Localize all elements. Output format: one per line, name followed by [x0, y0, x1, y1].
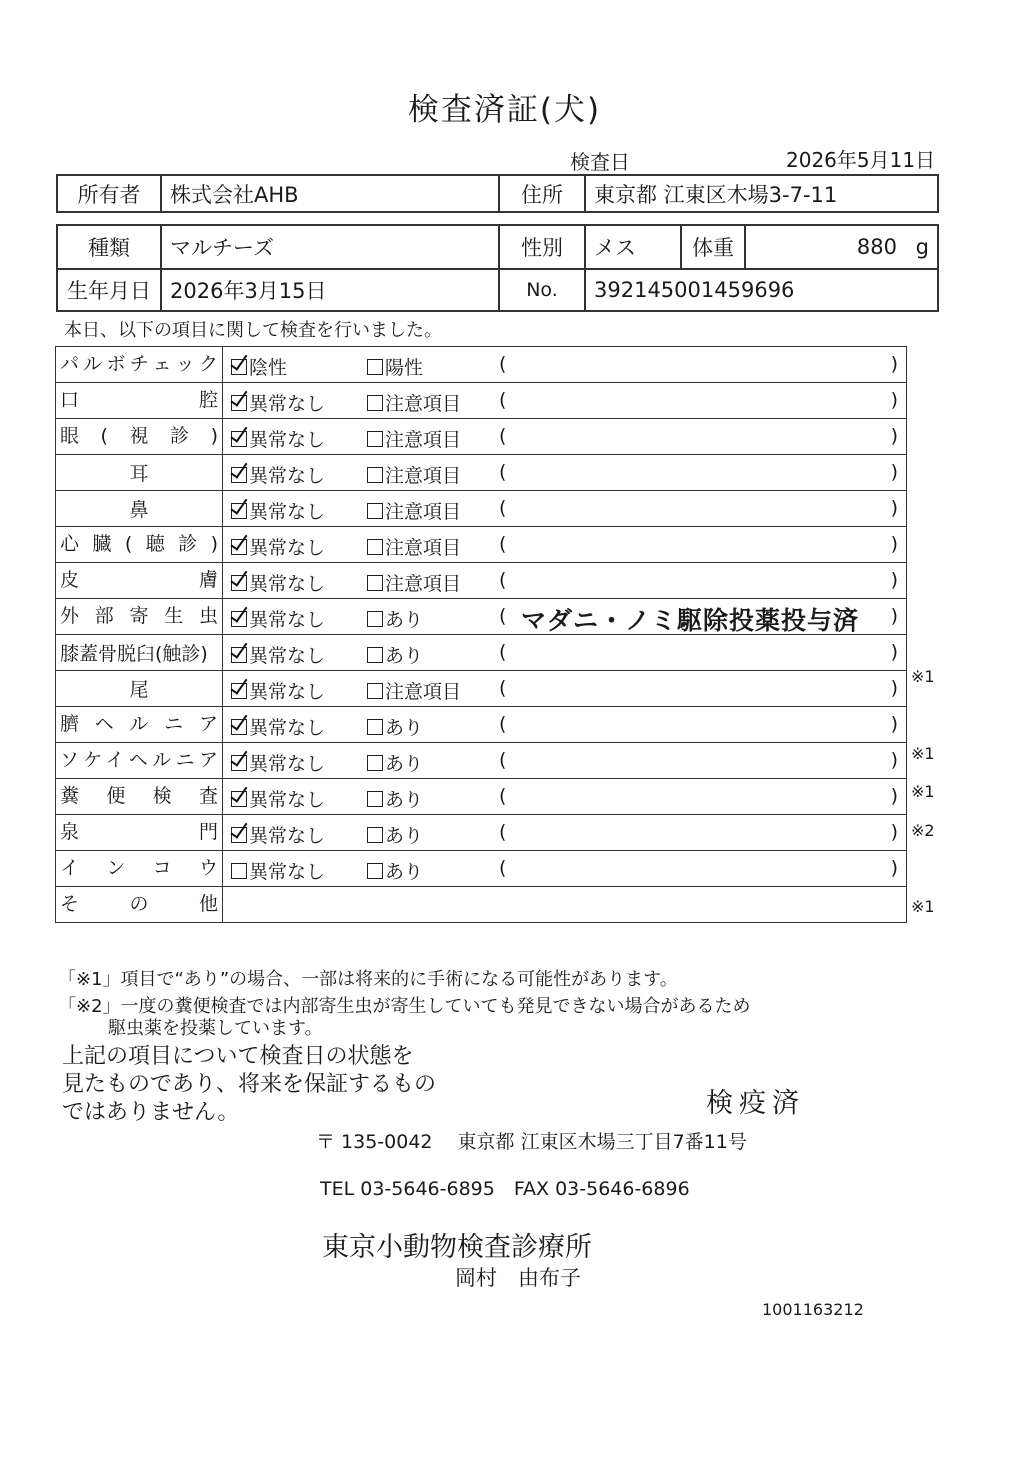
check-item-cell	[56, 599, 223, 635]
remark-text: マダニ・ノミ駆除投薬投与済	[521, 606, 860, 635]
exam-date-value: 2026年5月11日	[786, 148, 936, 172]
option-abnormal	[367, 569, 461, 596]
check-row	[56, 419, 907, 455]
check-item-cell	[56, 779, 223, 815]
option-abnormal	[367, 605, 423, 632]
paren-close: )	[890, 713, 898, 735]
check-options-cell	[223, 851, 907, 887]
paren-open: (	[499, 677, 507, 699]
checkbox-icon[interactable]	[231, 863, 247, 879]
checkbox-icon[interactable]	[367, 503, 383, 519]
check-options-cell	[223, 455, 907, 491]
paren-close: )	[890, 857, 898, 879]
option-abnormal-label: あり	[385, 825, 424, 847]
check-item-label: 眼(視診)	[60, 425, 218, 447]
option-abnormal	[367, 389, 461, 416]
checkbox-icon[interactable]	[367, 395, 383, 411]
check-item-cell	[56, 815, 223, 851]
exam-date-label: 検査日	[570, 150, 630, 174]
option-abnormal-label: あり	[385, 609, 424, 631]
paren-close: )	[890, 821, 898, 843]
check-item-label: 皮膚	[60, 569, 218, 591]
option-normal	[231, 713, 325, 740]
check-item-label: 臍ヘルニア	[60, 713, 218, 735]
check-item-label: 耳	[129, 463, 149, 485]
checkbox-icon[interactable]	[367, 467, 383, 483]
paren-close: )	[890, 641, 898, 663]
checked-checkbox-icon[interactable]	[231, 611, 247, 627]
check-options-cell	[223, 815, 907, 851]
paren-close: )	[890, 461, 898, 483]
note-mark: ※1	[911, 782, 935, 802]
weight-cell	[745, 225, 938, 269]
breed-value: マルチーズ	[161, 225, 499, 269]
option-abnormal	[367, 677, 461, 704]
check-item-label: 口腔	[60, 389, 218, 411]
no-value: 392145001459696	[585, 269, 938, 311]
checkbox-icon[interactable]	[367, 575, 383, 591]
paren-open: (	[499, 749, 507, 771]
option-abnormal	[367, 857, 423, 884]
disclaimer	[62, 1043, 436, 1127]
check-item-label: パルボチェック	[60, 353, 218, 375]
option-normal-label: 異常なし	[249, 465, 326, 487]
option-normal-label: 異常なし	[249, 609, 326, 631]
paren-open: (	[499, 605, 507, 627]
clinic-phone-fax: TEL 03-5646-6895 FAX 03-5646-6896	[320, 1178, 690, 1200]
option-normal-label: 異常なし	[249, 573, 326, 595]
check-row	[56, 743, 907, 779]
paren-open: (	[499, 641, 507, 663]
option-abnormal-label: 陽性	[385, 357, 424, 379]
birth-value: 2026年3月15日	[161, 269, 499, 311]
option-normal	[231, 389, 325, 416]
address-value: 東京都 江東区木場3-7-11	[585, 175, 938, 212]
option-abnormal	[367, 533, 461, 560]
check-options-cell	[223, 383, 907, 419]
checks-table	[55, 346, 907, 923]
checkbox-icon[interactable]	[367, 791, 383, 807]
option-abnormal	[367, 749, 423, 776]
checkbox-icon[interactable]	[367, 863, 383, 879]
check-item-cell	[56, 527, 223, 563]
option-normal-label: 異常なし	[249, 645, 326, 667]
owner-label: 所有者	[57, 175, 161, 212]
option-abnormal	[367, 461, 461, 488]
option-normal	[231, 497, 325, 524]
option-normal	[231, 821, 325, 848]
check-row	[56, 851, 907, 887]
vet-name: 岡村 由布子	[455, 1266, 581, 1290]
check-row	[56, 635, 907, 671]
check-item-label: ソケイヘルニア	[60, 749, 218, 771]
option-normal	[231, 677, 325, 704]
checked-checkbox-icon[interactable]	[231, 647, 247, 663]
weight-unit: g	[915, 235, 929, 259]
paren-close: )	[890, 425, 898, 447]
check-row	[56, 671, 907, 707]
option-normal	[231, 641, 325, 668]
paren-close: )	[890, 785, 898, 807]
check-options-cell	[223, 671, 907, 707]
paren-open: (	[499, 821, 507, 843]
disclaimer-line: 見たものであり、将来を保証するもの	[62, 1072, 437, 1097]
checked-checkbox-icon[interactable]	[231, 719, 247, 735]
checked-checkbox-icon[interactable]	[231, 503, 247, 519]
option-normal	[231, 425, 325, 452]
birth-label: 生年月日	[57, 269, 161, 311]
option-abnormal-label: 注意項目	[385, 429, 462, 451]
option-normal	[231, 605, 325, 632]
weight-value: 880	[856, 235, 897, 259]
option-normal	[231, 749, 325, 776]
option-abnormal	[367, 425, 461, 452]
sex-value: メス	[585, 225, 681, 269]
note-mark: ※1	[911, 744, 935, 763]
check-row	[56, 815, 907, 851]
check-row	[56, 491, 907, 527]
check-row	[56, 383, 907, 419]
breed-label: 種類	[57, 225, 161, 269]
intro-text: 本日、以下の項目に関して検査を行いました。	[64, 320, 442, 341]
option-abnormal-label: 注意項目	[385, 465, 462, 487]
option-abnormal	[367, 641, 423, 668]
other-value-cell	[223, 887, 907, 923]
note-mark: ※1	[911, 667, 935, 687]
checkbox-icon[interactable]	[367, 359, 383, 375]
paren-close: )	[890, 389, 898, 411]
option-normal-label: 異常なし	[249, 501, 326, 523]
check-item-cell	[56, 707, 223, 743]
option-normal	[231, 785, 325, 812]
check-item-label: 心臓(聴診)	[60, 533, 218, 555]
other-row	[56, 887, 907, 923]
option-abnormal-label: 注意項目	[385, 393, 462, 415]
paren-open: (	[499, 533, 507, 555]
option-abnormal	[367, 353, 423, 380]
note-mark: ※1	[911, 897, 935, 917]
other-label: その他	[60, 893, 218, 915]
weight-label: 体重	[681, 225, 745, 269]
paren-open: (	[499, 569, 507, 591]
check-item-label: 泉門	[60, 821, 218, 843]
option-normal-label: 異常なし	[249, 753, 326, 775]
checked-checkbox-icon[interactable]	[231, 467, 247, 483]
checked-checkbox-icon[interactable]	[231, 395, 247, 411]
option-abnormal-label: 注意項目	[385, 573, 462, 595]
option-normal	[231, 461, 325, 488]
checkbox-icon[interactable]	[367, 611, 383, 627]
checked-checkbox-icon[interactable]	[231, 539, 247, 555]
option-normal-label: 異常なし	[249, 861, 326, 883]
check-options-cell	[223, 779, 907, 815]
option-normal-label: 異常なし	[249, 717, 326, 739]
check-item-label: 尾	[129, 679, 149, 701]
check-row	[56, 779, 907, 815]
paren-close: )	[890, 353, 898, 375]
paren-open: (	[499, 389, 507, 411]
option-abnormal	[367, 497, 461, 524]
clinic-name: 東京小動物検査診療所	[322, 1232, 592, 1263]
address-label: 住所	[499, 175, 585, 212]
footnote-2-line1: 「※2」一度の糞便検査では内部寄生虫が寄生していても発見できない場合があるため	[58, 996, 751, 1017]
quarantine-stamp: 検疫済	[706, 1088, 805, 1119]
check-item-label: 糞便検査	[60, 785, 218, 807]
check-row	[56, 707, 907, 743]
document-title: 検査済証(犬)	[407, 92, 602, 128]
check-item-label: 外部寄生虫	[60, 605, 218, 627]
option-abnormal-label: あり	[385, 753, 424, 775]
option-normal-label: 異常なし	[249, 681, 326, 703]
checkbox-icon[interactable]	[367, 431, 383, 447]
paren-close: )	[890, 533, 898, 555]
option-normal-label: 異常なし	[249, 429, 326, 451]
check-options-cell	[223, 599, 907, 635]
paren-open: (	[499, 857, 507, 879]
option-abnormal-label: 注意項目	[385, 537, 462, 559]
checkbox-icon[interactable]	[367, 539, 383, 555]
other-label-cell	[56, 887, 223, 923]
check-item-label: インコウ	[60, 857, 218, 879]
footnote-2-line2: 駆虫薬を投薬しています。	[108, 1018, 323, 1039]
option-abnormal-label: 注意項目	[385, 681, 462, 703]
checked-checkbox-icon[interactable]	[231, 575, 247, 591]
disclaimer-line: 上記の項目について検査日の状態を	[62, 1044, 414, 1069]
paren-close: )	[890, 677, 898, 699]
option-normal	[231, 569, 325, 596]
paren-open: (	[499, 353, 507, 375]
option-normal-label: 異常なし	[249, 789, 326, 811]
paren-close: )	[890, 749, 898, 771]
owner-value: 株式会社AHB	[161, 175, 499, 212]
paren-open: (	[499, 713, 507, 735]
option-normal-label: 陰性	[249, 357, 288, 379]
check-row	[56, 347, 907, 383]
clinic-address: 〒 135-0042 東京都 江東区木場三丁目7番11号	[316, 1131, 747, 1153]
check-item-cell	[56, 671, 223, 707]
check-options-cell	[223, 635, 907, 671]
option-normal-label: 異常なし	[249, 825, 326, 847]
footnote-1: 「※1」項目で“あり”の場合、一部は将来的に手術になる可能性があります。	[58, 969, 678, 990]
checked-checkbox-icon[interactable]	[231, 359, 247, 375]
option-abnormal-label: あり	[385, 717, 424, 739]
check-item-cell	[56, 743, 223, 779]
check-options-cell	[223, 707, 907, 743]
check-item-label: 膝蓋骨脱臼(触診)	[60, 643, 208, 665]
check-row	[56, 563, 907, 599]
check-item-cell	[56, 563, 223, 599]
checked-checkbox-icon[interactable]	[231, 683, 247, 699]
sex-label: 性別	[499, 225, 585, 269]
checkbox-icon[interactable]	[367, 719, 383, 735]
checkbox-icon[interactable]	[367, 755, 383, 771]
option-normal	[231, 353, 287, 380]
check-row	[56, 599, 907, 635]
check-item-label: 鼻	[129, 499, 149, 521]
option-abnormal	[367, 821, 423, 848]
option-abnormal	[367, 713, 423, 740]
option-normal-label: 異常なし	[249, 537, 326, 559]
check-options-cell	[223, 347, 907, 383]
paren-close: )	[890, 569, 898, 591]
option-abnormal-label: あり	[385, 645, 424, 667]
paren-open: (	[499, 785, 507, 807]
check-row	[56, 527, 907, 563]
option-normal	[231, 533, 325, 560]
option-abnormal-label: 注意項目	[385, 501, 462, 523]
option-normal-label: 異常なし	[249, 393, 326, 415]
checkbox-icon[interactable]	[367, 647, 383, 663]
check-options-cell	[223, 743, 907, 779]
option-abnormal	[367, 785, 423, 812]
owner-table	[56, 174, 939, 213]
checked-checkbox-icon[interactable]	[231, 431, 247, 447]
paren-close: )	[890, 605, 898, 627]
checked-checkbox-icon[interactable]	[231, 791, 247, 807]
paren-open: (	[499, 497, 507, 519]
disclaimer-line: ではありません。	[62, 1100, 240, 1125]
check-item-cell	[56, 455, 223, 491]
check-options-cell	[223, 491, 907, 527]
checked-checkbox-icon[interactable]	[231, 827, 247, 843]
check-item-cell	[56, 851, 223, 887]
serial-number: 1001163212	[762, 1300, 864, 1319]
checked-checkbox-icon[interactable]	[231, 755, 247, 771]
check-options-cell	[223, 419, 907, 455]
check-item-cell	[56, 419, 223, 455]
option-abnormal-label: あり	[385, 861, 424, 883]
no-label: No.	[499, 269, 585, 311]
check-item-cell	[56, 635, 223, 671]
paren-open: (	[499, 425, 507, 447]
check-row	[56, 455, 907, 491]
checkbox-icon[interactable]	[367, 827, 383, 843]
note-mark: ※2	[911, 820, 935, 840]
check-item-cell	[56, 383, 223, 419]
animal-table	[56, 224, 939, 312]
option-normal	[231, 857, 325, 884]
check-options-cell	[223, 563, 907, 599]
paren-open: (	[499, 461, 507, 483]
option-abnormal-label: あり	[385, 789, 424, 811]
checkbox-icon[interactable]	[367, 683, 383, 699]
check-item-cell	[56, 347, 223, 383]
paren-close: )	[890, 497, 898, 519]
check-item-cell	[56, 491, 223, 527]
check-options-cell	[223, 527, 907, 563]
